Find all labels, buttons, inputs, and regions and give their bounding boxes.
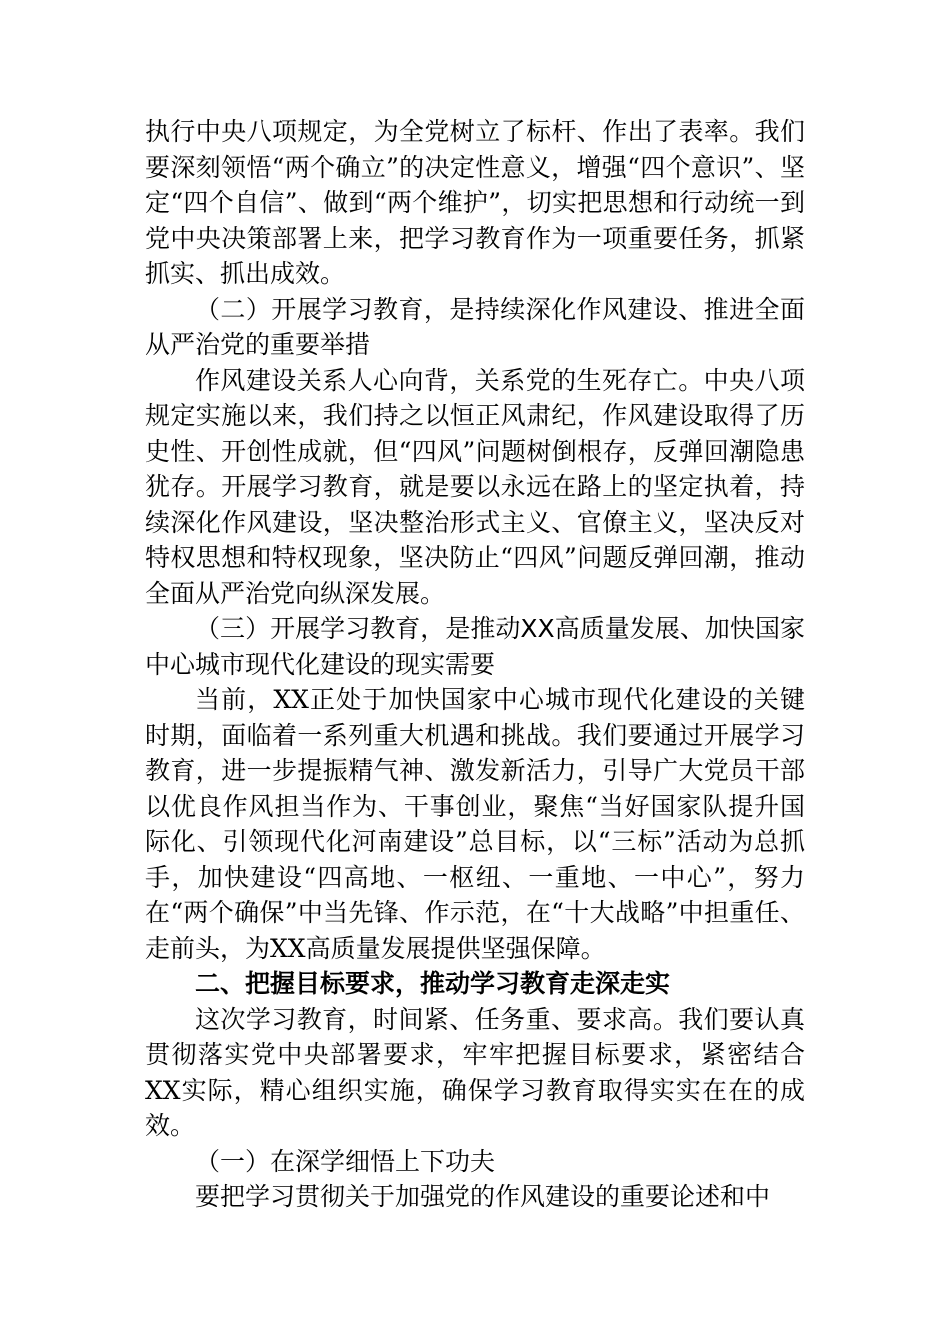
body-paragraph: 这次学习教育，时间紧、任务重、要求高。我们要认真贯彻落实党中央部署要求，牢牢把握目标要求，紧密结合XX实际，精心组织实施，确保学习教育取得实实在在的成效。 [145,1004,805,1140]
section-subheading: （一）在深学细悟上下功夫 [195,1146,496,1176]
section-subheading: （二）开展学习教育，是持续深化作风建设、推进全面从严治党的重要举措 [145,294,805,359]
body-paragraph: 作风建设关系人心向背，关系党的生死存亡。中央八项规定实施以来，我们持之以恒正风肃纪，作风建设取得了历史性、开创性成就，但“四风”问题树倒根存，反弹回潮隐患犹存。开展学习教育，就是要以永远在路上的坚定执着，持续深化作风建设，坚决整治形式主义、官僚主义，坚决反对特权思想和特权现象，坚决防止“四风”问题反弹回潮，推动全面从严治党向纵深发展。 [145,365,805,608]
body-paragraph: 当前，XX正处于加快国家中心城市现代化建设的关键时期，面临着一系列重大机遇和挑战。我们要通过开展学习教育，进一步提振精气神、激发新活力，引导广大党员干部以优良作风担当作为、干事创业，聚焦“当好国家队提升国际化、引领现代化河南建设”总目标，以“三标”活动为总抓手，加快建设“四高地、一枢纽、一重地、一中心”，努力在“两个确保”中当先锋、作示范，在“十大战略”中担重任、走前头，为XX高质量发展提供坚强保障。 [145,685,805,963]
body-paragraph: 执行中央八项规定，为全党树立了标杆、作出了表率。我们要深刻领悟“两个确立”的决定性意义，增强“四个意识”、坚定“四个自信”、做到“两个维护”，切实把思想和行动统一到党中央决策部署上来，把学习教育作为一项重要任务，抓紧抓实、抓出成效。 [145,117,805,288]
section-heading: 二、把握目标要求，推动学习教育走深走实 [195,969,671,998]
body-paragraph: 要把学习贯彻关于加强党的作风建设的重要论述和中 [195,1182,771,1211]
document-page [145,114,805,1215]
section-subheading: （三）开展学习教育，是推动XX高质量发展、加快国家中心城市现代化建设的现实需要 [145,614,805,679]
